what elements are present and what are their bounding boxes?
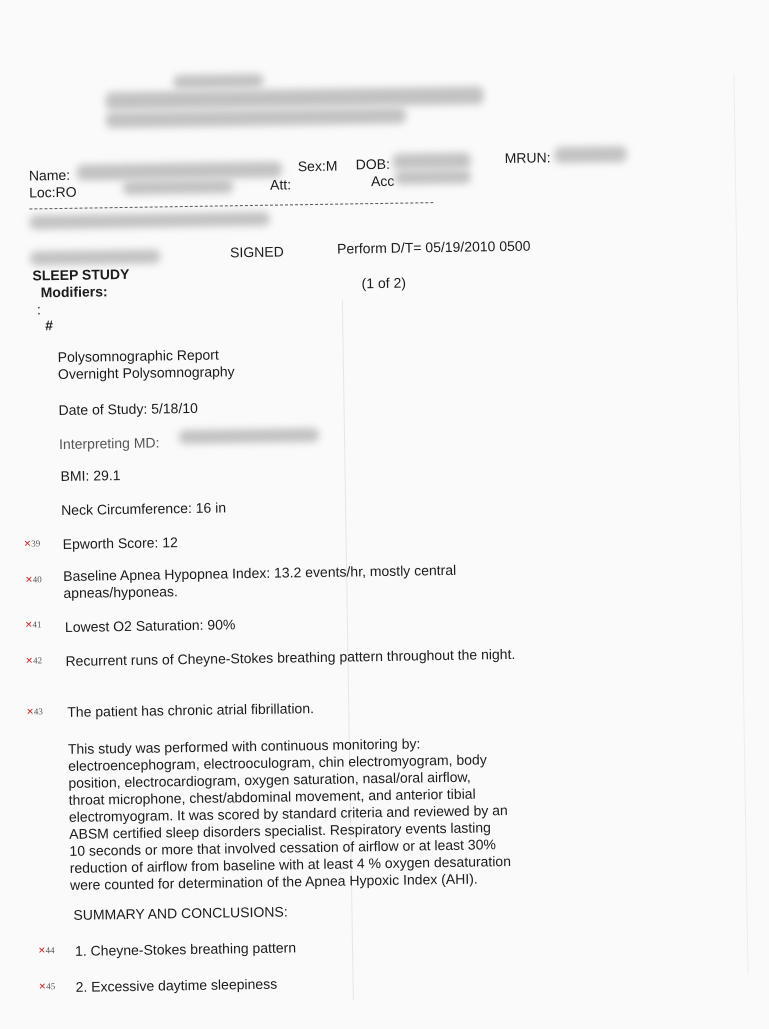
attending-label: Att: [269,176,292,193]
location-field: Loc:RO [29,183,77,201]
redacted-name [77,162,282,181]
hash-mark: # [45,317,54,334]
redacted-md-name [179,428,319,444]
sex-field: Sex:M [297,157,338,175]
redacted-header-3 [106,108,406,129]
page-indicator: (1 of 2) [361,274,407,292]
paragraph-line: This study was performed with continuous monitoring by: [67,735,421,757]
paragraph-line: 10 seconds or more that involved cessation of airflow or at least 30% [69,836,496,859]
lowest-o2-saturation: Lowest O2 Saturation: 90% [64,616,236,635]
margin-mark: ✕44 [37,945,55,956]
paragraph-line: electroencephogram, electrooculogram, chin electromyogram, body [68,751,487,774]
report-subtitle: Overnight Polysomnography [57,363,235,383]
name-label: Name: [28,166,71,184]
atrial-fibrillation-finding: The patient has chronic atrial fibrillation. [67,700,315,720]
perform-datetime: Perform D/T= 05/19/2010 0500 [336,237,531,257]
colon-mark: : [36,301,41,318]
redacted-dob [393,153,471,170]
cheyne-stokes-finding: Recurrent runs of Cheyne-Stokes breathing pattern throughout the night. [65,645,516,669]
margin-mark: ✕41 [24,619,42,630]
margin-mark: ✕39 [23,538,41,549]
redacted-line [29,212,269,230]
conclusion-1: 1. Cheyne-Stokes breathing pattern [74,939,297,959]
paragraph-line: reduction of airflow from baseline with at least 4 % oxygen desaturation [69,852,512,876]
study-date: Date of Study: 5/18/10 [58,399,198,419]
report-title: Polysomnographic Report [57,346,219,366]
paragraph-line: throat microphone, chest/abdominal movement, and anterior tibial [68,785,476,808]
mrun-label: MRUN: [504,149,551,166]
x-mark-icon: ✕ [25,655,34,666]
x-mark-icon: ✕ [24,619,33,630]
redacted-mrun [554,146,626,163]
redacted-account [395,170,471,185]
modifiers-label: Modifiers: [40,283,108,301]
dob-label: DOB: [355,155,391,173]
conclusion-2: 2. Excessive daytime sleepiness [75,975,278,995]
paragraph-line: ABSM certified sleep disorders specialist. Respiratory events lasting [69,819,492,842]
interpreting-md-label: Interpreting MD: [58,434,160,453]
redacted-procedure-code [30,249,160,265]
epworth-score: Epworth Score: 12 [62,534,178,552]
paragraph-line: were counted for determination of the Apnea Hypoxic Index (AHI). [69,870,478,893]
paragraph-line: position, electrocardiogram, oxygen saturation, nasal/oral airflow, [68,768,471,791]
x-mark-icon: ✕ [37,945,46,956]
redacted-location [123,179,233,195]
ahi-line-2: apneas/hyponeas. [63,583,178,601]
ahi-line-1: Baseline Apnea Hypopnea Index: 13.2 events/hr, mostly central [63,561,457,584]
x-mark-icon: ✕ [25,574,33,585]
redacted-header-2 [106,86,484,110]
paragraph-line: electromyogram. It was scored by standard criteria and reviewed by an [68,802,508,825]
header-divider [29,202,433,209]
margin-mark: ✕43 [26,706,43,717]
summary-heading: SUMMARY AND CONCLUSIONS: [73,903,288,923]
scan-shadow-line [733,74,748,974]
redacted-header-1 [173,74,263,89]
x-mark-icon: ✕ [23,538,32,549]
bmi-value: BMI: 29.1 [60,467,121,485]
margin-mark: ✕42 [25,655,43,666]
neck-circumference: Neck Circumference: 16 in [60,499,227,519]
account-label: Acc [370,172,395,190]
margin-mark: ✕45 [38,981,56,992]
x-mark-icon: ✕ [26,706,34,717]
x-mark-icon: ✕ [38,981,47,992]
margin-mark: ✕40 [25,574,42,585]
signed-status: SIGNED [229,243,284,261]
study-title: SLEEP STUDY [32,265,130,284]
methods-paragraph [68,733,570,894]
